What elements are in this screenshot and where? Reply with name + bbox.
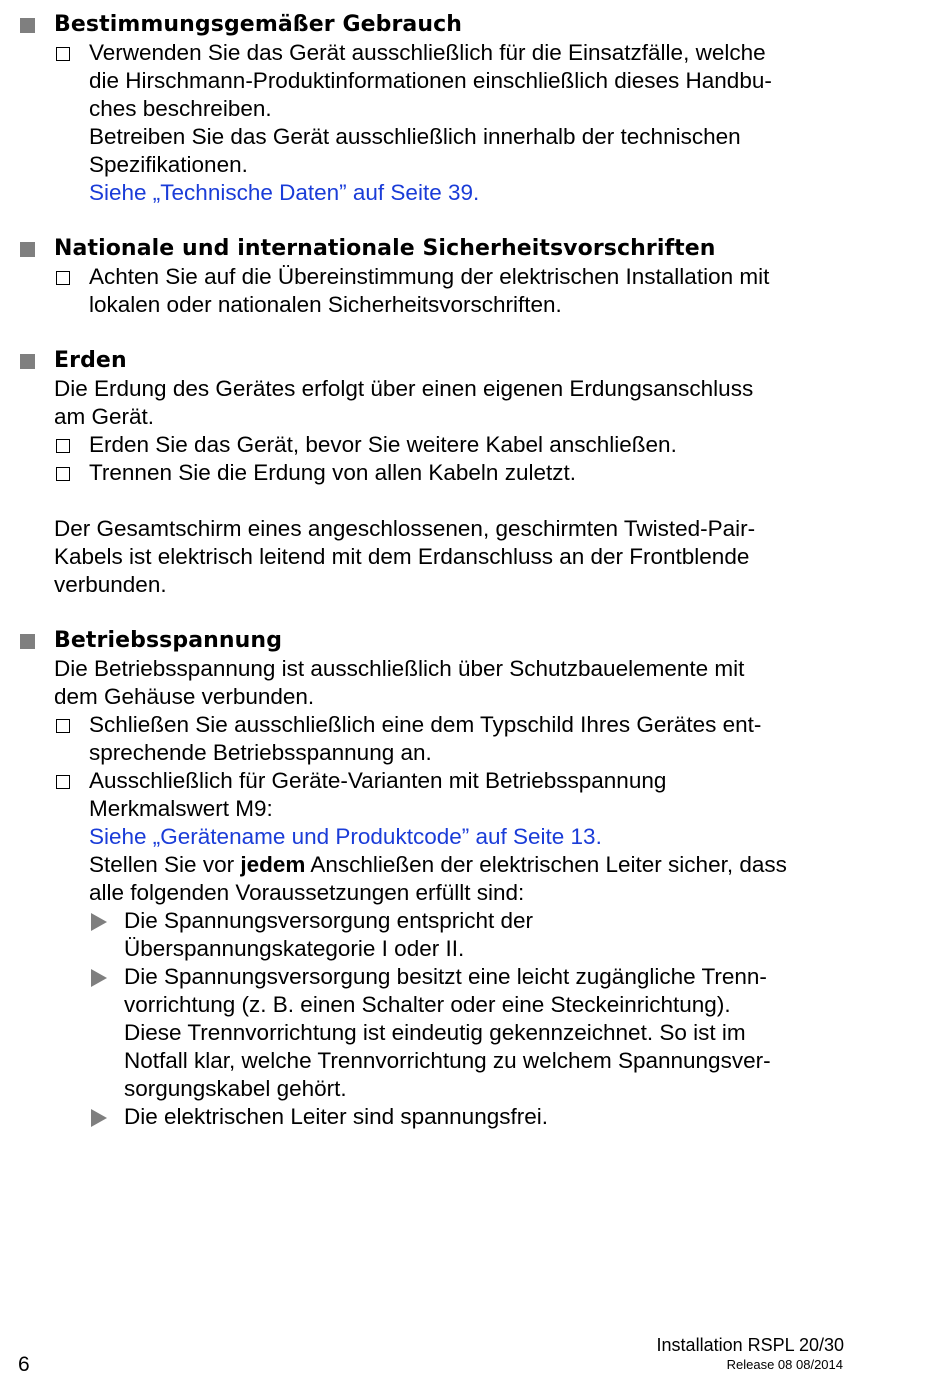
text-line: Die Spannungsversorgung besitzt eine leicht zugängliche Trenn- [124, 964, 767, 989]
text-line: lokalen oder nationalen Sicherheitsvorschriften. [89, 292, 562, 317]
section-heading [0, 235, 950, 263]
text-line: Kabels ist elektrisch leitend mit dem Erdanschluss an der Frontblende [54, 544, 750, 569]
text-line: Der Gesamtschirm eines angeschlossenen, geschirmten Twisted-Pair- [54, 516, 756, 541]
instruction-item [0, 711, 849, 767]
square-bullet-icon [20, 242, 35, 257]
text-line: Die Erdung des Gerätes erfolgt über einen eigenen Erdungsanschluss [54, 376, 754, 401]
text-line: Schließen Sie ausschließlich eine dem Typschild Ihres Gerätes ent- [89, 712, 762, 737]
footer-release-info: Release 08 08/2014 [726, 1357, 843, 1372]
text-line [89, 851, 849, 879]
checkbox-icon [56, 47, 70, 61]
triangle-bullet-icon [91, 1109, 107, 1127]
text-line: Diese Trennvorrichtung ist eindeutig gekennzeichnet. So ist im [124, 1020, 746, 1045]
checkbox-icon [56, 775, 70, 789]
cross-reference-link[interactable]: Siehe „Gerätename und Produktcode” auf Seite 13. [89, 824, 602, 849]
section-betriebsspannung [0, 627, 950, 1131]
condition-bullet [0, 907, 854, 963]
section-heading [0, 627, 950, 655]
text-fragment: Anschließen der elektrischen Leiter sicher, dass [305, 852, 787, 877]
follow-up-text [0, 123, 849, 207]
text-line: verbunden. [54, 572, 167, 597]
text-line: alle folgenden Voraussetzungen erfüllt sind: [89, 880, 525, 905]
text-line: dem Gehäuse verbunden. [54, 684, 315, 709]
instruction-item [0, 767, 849, 907]
page-number: 6 [18, 1353, 30, 1376]
text-line: Verwenden Sie das Gerät ausschließlich für die Einsatzfälle, welche [89, 40, 766, 65]
text-fragment: Stellen Sie vor [89, 852, 241, 877]
text-line: sorgungskabel gehört. [124, 1076, 347, 1101]
text-line: am Gerät. [54, 404, 155, 429]
section-bestimmungsgemaesser-gebrauch [0, 11, 950, 207]
text-line: Trennen Sie die Erdung von allen Kabeln zuletzt. [89, 460, 576, 485]
text-line: Merkmalswert M9: [89, 796, 273, 821]
checkbox-icon [56, 719, 70, 733]
instruction-item [0, 39, 849, 123]
text-line: Ausschließlich für Geräte-Varianten mit Betriebsspannung [89, 768, 667, 793]
instruction-item [0, 459, 849, 487]
heading-text: Betriebsspannung [54, 628, 283, 653]
text-line: ches beschreiben. [89, 96, 272, 121]
text-line: Die elektrischen Leiter sind spannungsfrei. [124, 1104, 548, 1129]
square-bullet-icon [20, 354, 35, 369]
condition-bullet [0, 963, 854, 1103]
section-erden [0, 347, 950, 599]
square-bullet-icon [20, 634, 35, 649]
text-line: Überspannungskategorie I oder II. [124, 936, 465, 961]
heading-text: Erden [54, 348, 127, 373]
triangle-bullet-icon [91, 969, 107, 987]
shield-paragraph [0, 515, 854, 599]
condition-bullet [0, 1103, 854, 1131]
text-line: Notfall klar, welche Trennvorrichtung zu welchem Spannungsver- [124, 1048, 771, 1073]
checkbox-icon [56, 467, 70, 481]
instruction-item [0, 431, 849, 459]
intro-paragraph [0, 375, 854, 431]
instruction-item [0, 263, 849, 319]
text-line: Spezifikationen. [89, 152, 248, 177]
heading-text: Bestimmungsgemäßer Gebrauch [54, 12, 463, 37]
text-line: Die Spannungsversorgung entspricht der [124, 908, 533, 933]
square-bullet-icon [20, 18, 35, 33]
checkbox-icon [56, 271, 70, 285]
text-line: Die Betriebsspannung ist ausschließlich über Schutzbauelemente mit [54, 656, 745, 681]
emphasis-text: jedem [240, 852, 306, 877]
section-sicherheitsvorschriften [0, 235, 950, 319]
footer-document-title: Installation RSPL 20/30 [656, 1335, 844, 1355]
text-line: vorrichtung (z. B. einen Schalter oder eine Steckeinrichtung). [124, 992, 731, 1017]
section-heading [0, 347, 950, 375]
cross-reference-link[interactable]: Siehe „Technische Daten” auf Seite 39. [89, 180, 480, 205]
text-line: Achten Sie auf die Übereinstimmung der elektrischen Installation mit [89, 264, 770, 289]
text-line: sprechende Betriebsspannung an. [89, 740, 432, 765]
triangle-bullet-icon [91, 913, 107, 931]
checkbox-icon [56, 439, 70, 453]
text-line: die Hirschmann-Produktinformationen einschließlich dieses Handbu- [89, 68, 772, 93]
text-line: Betreiben Sie das Gerät ausschließlich innerhalb der technischen [89, 124, 741, 149]
heading-text: Nationale und internationale Sicherheitsvorschriften [54, 236, 716, 261]
section-heading [0, 11, 950, 39]
text-line: Erden Sie das Gerät, bevor Sie weitere Kabel anschließen. [89, 432, 677, 457]
intro-paragraph [0, 655, 854, 711]
